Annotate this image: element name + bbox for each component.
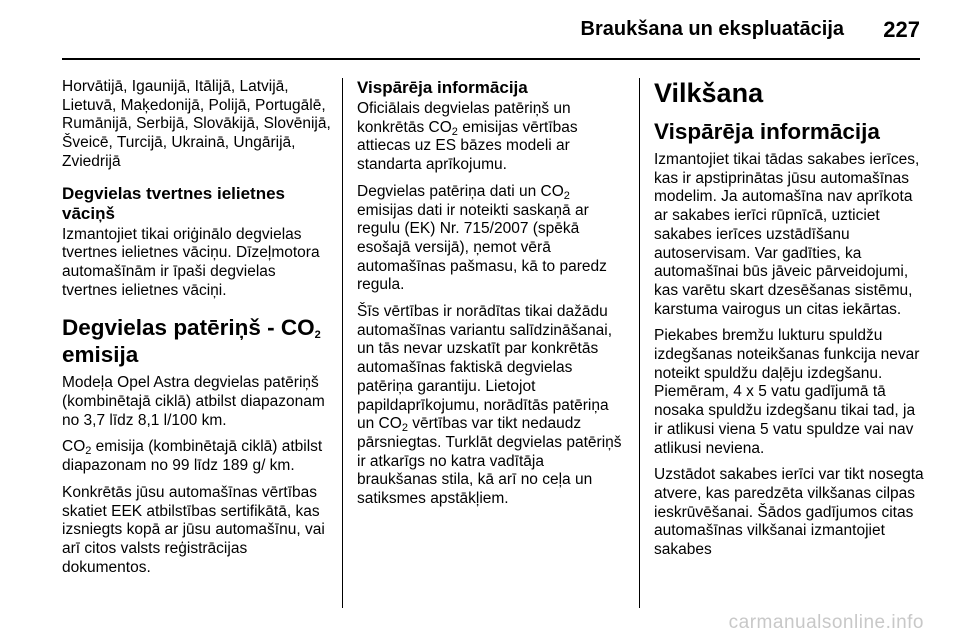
column-1 (62, 78, 334, 632)
towing-general-info-heading: Vispārēja informācija (654, 119, 880, 144)
comparison-text: Šīs vērtības ir norādītas tikai dažādu automašīnas variantu salīdzināšanai, un tās nevar uzskatīt par konkrētās automašīnas faktiskā degvielas patēriņa garantiju. Lietojot papildaprīkojumu, norādītās patēriņa un $CO_2$ vērtības var tikt nedaudz pārsniegtas. Turklāt degvielas patēriņš ir atkarīgs no katra vadītāja braukšanas stila, kā arī no ceļa un satiksmes apstākļiem. (357, 303, 622, 508)
column-2 (357, 78, 627, 632)
column-divider-2 (639, 78, 640, 608)
page-number: 227 (883, 17, 920, 42)
brake-lamp-text: Piekabes bremžu lukturu spuldžu izdegšanas noteikšanas funkcija nevar noteikt spuldžu daļēju izdegšanu. Piemēram, 4 x 5 vatu gadījumā tā nosaka spuldžu izdegšanu tikai tad, ja ir atlikusi viena 5 vatu spuldze vai nav atlikusi neviena. (654, 327, 920, 457)
towing-hitch-text: Izmantojiet tikai tādas sakabes ierīces, kas ir apstiprinātas jūsu automašīnas modelim. Ja automašīna nav aprīkota ar sakabes ierīci rūpnīcā, uzticiet sakabes ierīces uzstādīšanu autoservisam. Var gadīties, ka automašīnai būs jāveic pārveidojumi, kas varētu skart dzesēšanas sistēmu, karstuma vairogus un citas iekārtas. (654, 151, 920, 318)
fuel-cap-heading: Degvielas tvertnes ielietnes vāciņš (62, 183, 286, 223)
general-info-heading: Vispārēja informācija (357, 78, 528, 97)
official-values-text: Oficiālais degvielas patēriņš un konkrētās $CO_2$ emisijas vērtības attiecas uz ES bāzes modeli ar standarta aprīkojumu. (357, 100, 578, 174)
consumption-range: Modeļa Opel Astra degvielas patēriņš (kombinētajā ciklā) atbilst diapazonam no 3,7 līdz 8,1 l/100 km. (62, 374, 325, 429)
towing-title: Vilkšana (654, 78, 764, 108)
fuel-cap-text: Izmantojiet tikai oriģinālo degvielas tvertnes ielietnes vāciņu. Dīzeļmotora automašīnām ir īpaši degvielas tvertnes ielietnes vāciņi. (62, 225, 320, 299)
watermark: carmanualsonline.info (728, 612, 924, 633)
certificate-note: Konkrētās jūsu automašīnas vērtības skatiet EEK atbilstības sertifikātā, kas izsniegts kopā ar jūsu automašīnu, vai arī citos valsts reģistrācijas dokumentos. (62, 483, 325, 576)
column-3 (654, 78, 924, 632)
emission-range: $CO_2$ emisija (kombinētajā ciklā) atbilst diapazonam no 99 līdz 189 g/ km. (62, 438, 323, 475)
consumption-heading: Degvielas patēriņš - $CO_2$ emisija (62, 315, 321, 368)
header-divider (62, 58, 920, 60)
section-title: Braukšana un ekspluatācija (580, 18, 844, 40)
column-divider-1 (342, 78, 343, 608)
page-header (0, 0, 960, 62)
country-list: Horvātijā, Igaunijā, Itālijā, Latvijā, Lietuvā, Maķedonijā, Polijā, Portugālē, Rumānijā, Serbijā, Slovākijā, Slovēnijā, Šveicē, Turcijā, Ukrainā, Ungārijā, Zviedrijā (62, 78, 331, 170)
towing-eye-text: Uzstādot sakabes ierīci var tikt nosegta atvere, kas paredzēta vilkšanas cilpas ieskrūvēšanai. Šādos gadījumos citas automašīnas vilkšanai izmantojiet sakabes (654, 466, 924, 559)
regulation-text: Degvielas patēriņa dati un $CO_2$ emisijas dati ir noteikti saskaņā ar regulu (EK) Nr. 715/2007 (spēkā esošajā versijā), ņemot vērā automašīnas pašmasu, kā to paredz regula. (357, 182, 607, 294)
